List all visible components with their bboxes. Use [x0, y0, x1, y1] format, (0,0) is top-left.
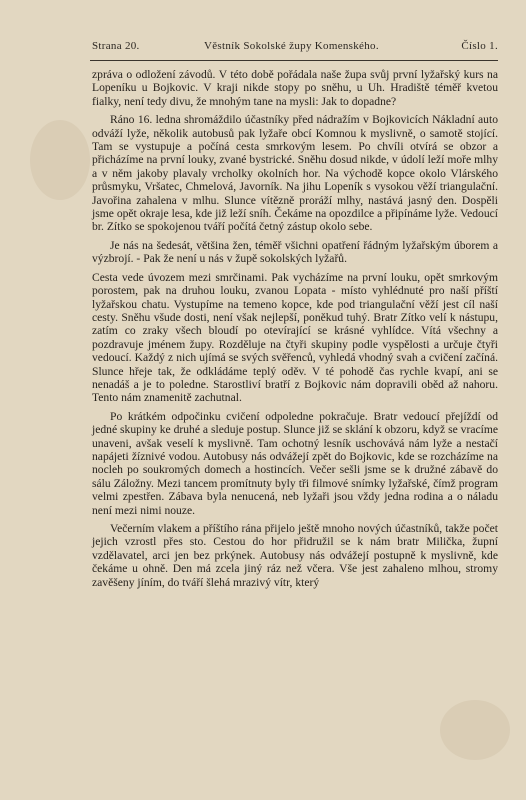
paragraph: Po krátkém odpočinku cvičení odpoledne pokračuje. Bratr vedoucí přejíždí od jedné skupiny ke druhé a sleduje postup. Slunce již se sklání k obzoru, když se vracíme unaveni, avšak veselí k myslivně. Tam ochotný lesník uschovává nám lyže a nestačí napájeti žíznivé vodou. Autobusy nás odvážejí zpět do Bojkovic, kde se rozcházíme na nocleh po soukromých domech a hostincích. Večer sešli jsme se k družné zábavě do sálu Záložny. Mezi tancem promítnuty byly tři filmové snímky lyžařské, čímž program velmi zpestřen. Zábava byla nenucená, neb lyžaři jsou vždy jedna rodina a o náladu není mezi nimi nouze. — [92, 409, 498, 517]
journal-title: Věstník Sokolské župy Komenského. — [204, 40, 379, 52]
paragraph: Je nás na šedesát, většina žen, téměř všichni opatření řádným lyžařským úborem a výzbrojí. - Pak že není u nás v župě sokolských lyžařů. — [92, 238, 498, 266]
paragraph: zpráva o odložení závodů. V této době pořádala naše župa svůj první lyžařský kurs na Lopeníku u Bojkovic. V kraji nikde stopy po sněhu, u Uh. Hradiště téměř kvetou fialky, není tedy divu, že mnohým tane na mysli: Jak to dopadne? — [92, 68, 498, 108]
paper-stain — [30, 120, 90, 200]
paragraph: Cesta vede úvozem mezi smrčinami. Pak vycházíme na první louku, opět smrkovým porostem, pak na druhou louku, zvanou Lopata - místo vyhlédnuté pro naší příští lyžařskou chatu. Vystupíme na temeno kopce, kde pod triangulační věží jest cíl naší cesty. Sněhu všude dosti, není však nejlepší, poněkud tuhý. Bratr Zítko velí k nástupu, zatím co zraky všech bloudí po otevírající se krásné vyhlídce. Vítá všechny a pozdravuje jménem župy. Rozděluje na čtyři skupiny podle vyspělosti a určuje čtyři vedoucí. Každý z nich ujímá se svých svěřenců, vyhledá vhodný svah a cvičení začíná. Slunce hřeje tak, že odkládáme teplý oděv. V té pohodě čas rychle kvapí, ani se nenadáš a je to poledne. Starostliví bratří z Bojkovic nám dopravili oběd až nahoru. Tento nám znamenitě zachutnal. — [92, 270, 498, 405]
running-header — [92, 40, 498, 56]
paper-stain — [440, 700, 510, 760]
paragraph: Večerním vlakem a příštího rána přijelo ještě mnoho nových účastníků, takže počet jejich vzrostl přes sto. Cestou do hor přidružil se k nám bratr Milička, župní vzdělavatel, arci jen bez prkýnek. Autobusy nás odvážejí postupně k myslivně, kde čekáme u ohně. Den má zcela jiný ráz než včera. Vše jest zahaleno mlhou, stromy zavěšeny jíním, do tváří šlehá mrazivý vítr, který — [92, 522, 498, 589]
paragraph: Ráno 16. ledna shromáždilo účastníky před nádražím v Bojkovicích Nákladní auto odváží lyže, několik autobusů pak lyžaře obcí Komnou k myslivně, o samotě stojící. Tam se vystupuje a počíná cesta smrkovým lesem. Po chvíli otvírá se obzor a přicházíme na první louky, zvané bystrické. Sněhu dosud nikde, v údolí leží moře mlhy a v něm jakoby plavaly vrcholky okolních hor. Na východě kopce okolo Vlárského průsmyku, Vršatec, Chmelová, Javorník. Na jihu Lopeník s vysokou věží triangulační. Javořina zahalena v mlhu. Slunce vítězně proráží mlhy, nastává jasný den. Dospěli jsme opět okraje lesa, kde již leží sníh. Čekáme na opozdilce a připínáme lyže. Vedoucí br. Zítko se spokojenou tváří počítá četný zástup okolo sebe. — [92, 113, 498, 234]
page-number: Strana 20. — [92, 40, 140, 52]
issue-number: Číslo 1. — [461, 40, 498, 52]
header-rule — [90, 60, 498, 61]
article-body — [92, 68, 498, 594]
